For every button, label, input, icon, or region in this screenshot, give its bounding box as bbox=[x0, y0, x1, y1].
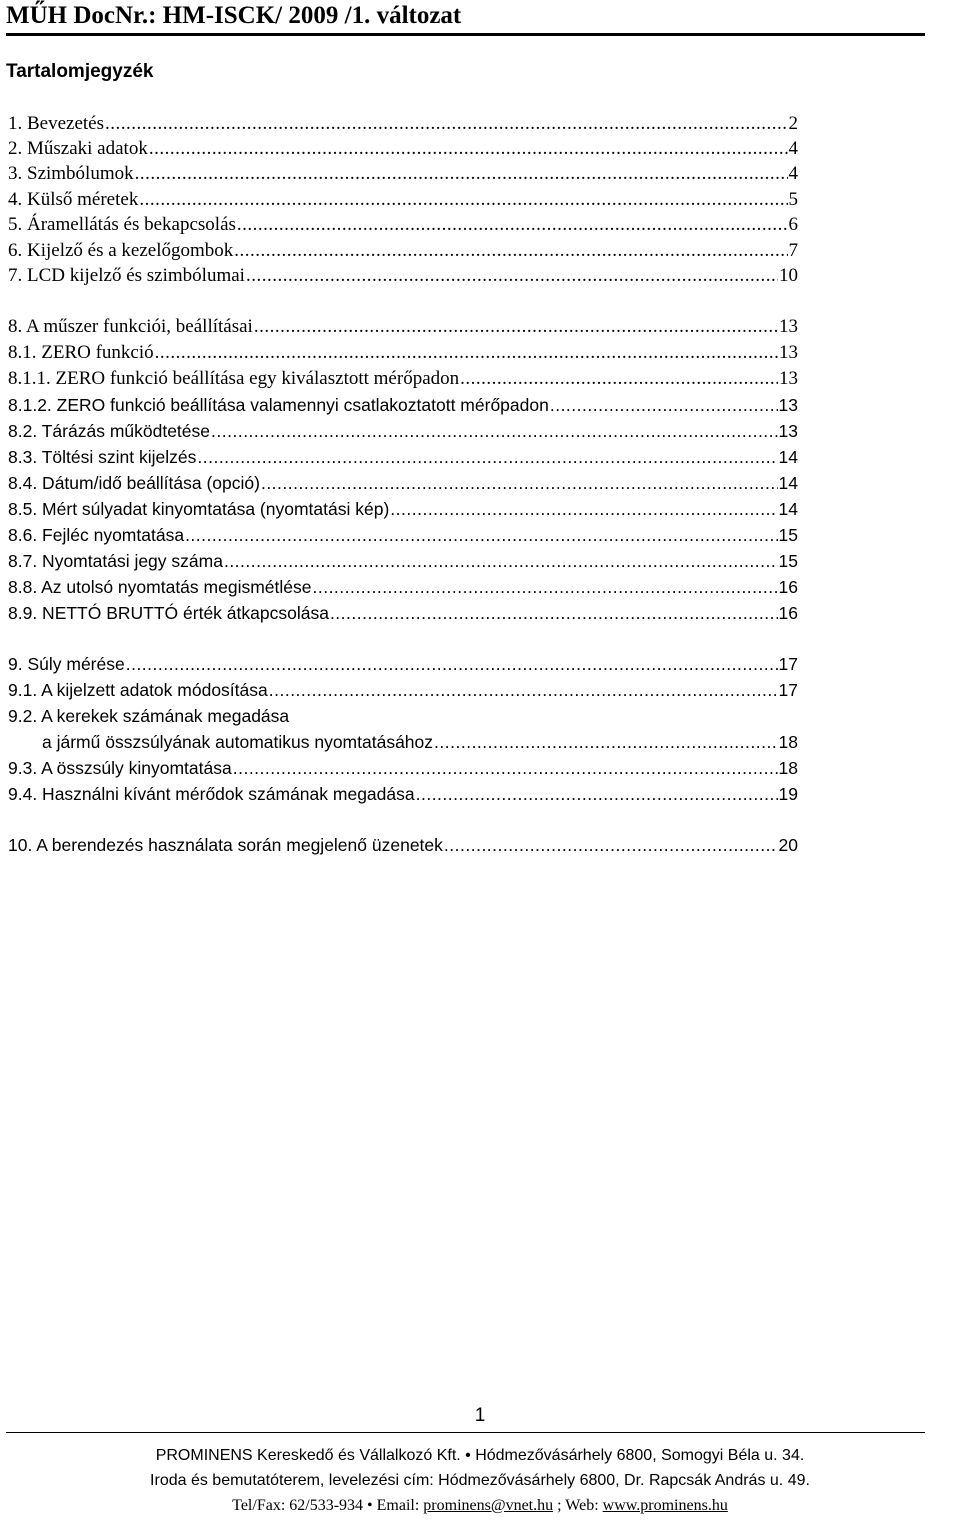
toc-entry[interactable] bbox=[8, 187, 798, 213]
toc-leader-dots bbox=[416, 781, 778, 807]
footer-contact-separator: ; Web: bbox=[553, 1497, 603, 1514]
footer-contact-prefix: Tel/Fax: 62/533-934 • Email: bbox=[232, 1497, 424, 1514]
toc-leader-dots bbox=[261, 470, 778, 496]
toc-entry-label: 9.1. A kijelzett adatok módosítása bbox=[8, 680, 268, 700]
toc-entry-page: 17 bbox=[778, 654, 798, 674]
toc-leader-dots bbox=[211, 418, 778, 444]
toc-entry-label: 8.2. Tárázás működtetése bbox=[8, 421, 211, 441]
toc-entry-label: 1. Bevezetés bbox=[8, 113, 105, 134]
toc-entry-page: 14 bbox=[778, 447, 798, 467]
toc-heading: Tartalomjegyzék bbox=[6, 61, 154, 82]
toc-leader-dots bbox=[149, 136, 788, 162]
toc-leader-dots bbox=[312, 574, 777, 600]
toc-entry-label: 8.3. Töltési szint kijelzés bbox=[8, 447, 197, 467]
toc-entry-page: 13 bbox=[779, 316, 798, 337]
toc-entry-label: 10. A berendezés használata során megjelenő üzenetek bbox=[8, 835, 443, 855]
toc-entry[interactable] bbox=[8, 832, 798, 858]
toc-entry[interactable] bbox=[8, 136, 798, 162]
toc-leader-dots bbox=[234, 238, 787, 264]
toc-leader-dots bbox=[237, 212, 788, 238]
footer-company-line: PROMINENS Kereskedő és Vállalkozó Kft. • Hódmezővásárhely 6800, Somogyi Béla u. 34. bbox=[155, 1447, 805, 1464]
toc-entry-label: 9.4. Használni kívánt mérődok számának megadása bbox=[8, 784, 415, 804]
toc-entry-page: 18 bbox=[778, 732, 798, 752]
toc-entry-label: 8.9. NETTÓ BRUTTÓ érték átkapcsolása bbox=[8, 603, 329, 623]
toc-entry-page: 2 bbox=[788, 113, 798, 134]
toc-entry[interactable] bbox=[8, 111, 798, 137]
toc-entry-label: 4. Külső méretek bbox=[8, 189, 139, 210]
toc-entry-label: 8.1.1. ZERO funkció beállítása egy kiválasztott mérőpadon bbox=[8, 368, 460, 389]
toc-leader-dots bbox=[233, 755, 778, 781]
toc-entry-page: 14 bbox=[778, 499, 798, 519]
toc-entry[interactable] bbox=[8, 161, 798, 187]
toc-entry-label: a jármű összsúlyának automatikus nyomtatásához bbox=[42, 732, 434, 752]
toc-leader-dots bbox=[185, 522, 777, 548]
toc-entry[interactable] bbox=[8, 755, 798, 781]
toc-entry[interactable] bbox=[8, 574, 798, 600]
toc-entry-page: 7 bbox=[788, 240, 798, 261]
toc-leader-dots bbox=[434, 729, 778, 755]
toc-entry-label: 8.7. Nyomtatási jegy száma bbox=[8, 551, 223, 571]
toc-leader-dots bbox=[444, 832, 778, 858]
toc-entry[interactable] bbox=[8, 470, 798, 496]
toc-entry[interactable] bbox=[8, 522, 798, 548]
toc-entry[interactable] bbox=[8, 496, 798, 522]
toc-entry-page: 13 bbox=[779, 342, 798, 363]
toc-entry[interactable] bbox=[8, 444, 798, 470]
toc-leader-dots bbox=[126, 651, 778, 677]
toc-entry-page: 5 bbox=[788, 189, 798, 210]
toc-entry[interactable] bbox=[8, 677, 798, 703]
toc-entry[interactable] bbox=[8, 340, 798, 366]
toc-entry-label: 9.3. A összsúly kinyomtatása bbox=[8, 758, 232, 778]
footer-web-link[interactable]: www.prominens.hu bbox=[602, 1497, 728, 1514]
toc-entry-page: 20 bbox=[778, 835, 798, 855]
toc-entry-page: 10 bbox=[779, 265, 798, 286]
toc-entry-page: 13 bbox=[779, 368, 798, 389]
toc-entry-page: 18 bbox=[778, 758, 798, 778]
toc-entry-label: 8.4. Dátum/idő beállítása (opció) bbox=[8, 473, 260, 493]
toc-entry[interactable] bbox=[8, 729, 798, 755]
footer-contact-line bbox=[0, 1496, 960, 1516]
toc-leader-dots bbox=[135, 161, 788, 187]
toc-leader-dots bbox=[224, 548, 778, 574]
toc-entry[interactable] bbox=[8, 212, 798, 238]
toc-entry-label: 7. LCD kijelző és szimbólumai bbox=[8, 265, 245, 286]
page-number: 1 bbox=[474, 1405, 486, 1426]
toc-entry-page: 15 bbox=[778, 525, 798, 545]
toc-entry-label: 5. Áramellátás és bekapcsolás bbox=[8, 214, 236, 235]
toc-entry[interactable] bbox=[8, 418, 798, 444]
toc-entry[interactable] bbox=[8, 314, 798, 340]
toc-entry[interactable] bbox=[8, 366, 798, 392]
toc-entry-page: 4 bbox=[788, 163, 798, 184]
toc-entry-label: 9. Súly mérése bbox=[8, 654, 125, 674]
toc-leader-dots bbox=[460, 366, 778, 392]
toc-leader-dots bbox=[269, 677, 778, 703]
toc-entry-page: 6 bbox=[788, 214, 798, 235]
footer-divider bbox=[6, 1432, 925, 1433]
toc-entry-label: 8.1.2. ZERO funkció beállítása valamennyi csatlakoztatott mérőpadon bbox=[8, 395, 549, 415]
toc-entry[interactable] bbox=[8, 651, 798, 677]
toc-entry-page: 14 bbox=[778, 473, 798, 493]
document-header-title: MŰH DocNr.: HM-ISCK/ 2009 /1. változat bbox=[6, 2, 462, 29]
toc-entry[interactable] bbox=[8, 600, 798, 626]
toc-entry[interactable] bbox=[8, 781, 798, 807]
toc-entry-label: 8.1. ZERO funkció bbox=[8, 342, 154, 363]
toc-entry-label: 6. Kijelző és a kezelőgombok bbox=[8, 240, 234, 261]
header-divider bbox=[6, 33, 925, 36]
toc-leader-dots bbox=[246, 263, 778, 289]
toc-leader-dots bbox=[330, 600, 778, 626]
footer-email-link[interactable]: prominens@vnet.hu bbox=[423, 1497, 554, 1514]
footer-address-line: Iroda és bemutatóterem, levelezési cím: Hódmezővásárhely 6800, Dr. Rapcsák András u. 49. bbox=[150, 1472, 810, 1489]
toc-entry[interactable] bbox=[8, 238, 798, 264]
toc-entry-page: 13 bbox=[778, 395, 798, 415]
toc-entry-page: 15 bbox=[778, 551, 798, 571]
toc-entry-page: 13 bbox=[778, 421, 798, 441]
toc-leader-dots bbox=[155, 340, 778, 366]
toc-entry-page: 16 bbox=[778, 603, 798, 623]
toc-entry-page: 4 bbox=[788, 138, 798, 159]
toc-entry-page: 17 bbox=[778, 680, 798, 700]
toc-entry-label: 8.6. Fejléc nyomtatása bbox=[8, 525, 185, 545]
toc-entry[interactable] bbox=[8, 392, 798, 418]
toc-entry-page: 16 bbox=[778, 577, 798, 597]
toc-leader-dots bbox=[105, 111, 787, 137]
toc-leader-dots bbox=[197, 444, 777, 470]
toc-entry-page: 19 bbox=[778, 784, 798, 804]
toc-leader-dots bbox=[550, 392, 778, 418]
toc-entry[interactable] bbox=[8, 263, 798, 289]
toc-entry-heading-line[interactable]: 9.2. A kerekek számának megadása bbox=[8, 706, 290, 726]
toc-leader-dots bbox=[139, 187, 787, 213]
toc-leader-dots bbox=[254, 314, 778, 340]
toc-entry-label: 8.8. Az utolsó nyomtatás megismétlése bbox=[8, 577, 312, 597]
toc-entry[interactable] bbox=[8, 548, 798, 574]
toc-leader-dots bbox=[390, 496, 777, 522]
toc-entry-label: 2. Műszaki adatok bbox=[8, 138, 148, 159]
toc-entry-label: 8. A műszer funkciói, beállításai bbox=[8, 316, 253, 337]
toc-entry-label: 3. Szimbólumok bbox=[8, 163, 134, 184]
toc-entry-label: 8.5. Mért súlyadat kinyomtatása (nyomtatási kép) bbox=[8, 499, 390, 519]
